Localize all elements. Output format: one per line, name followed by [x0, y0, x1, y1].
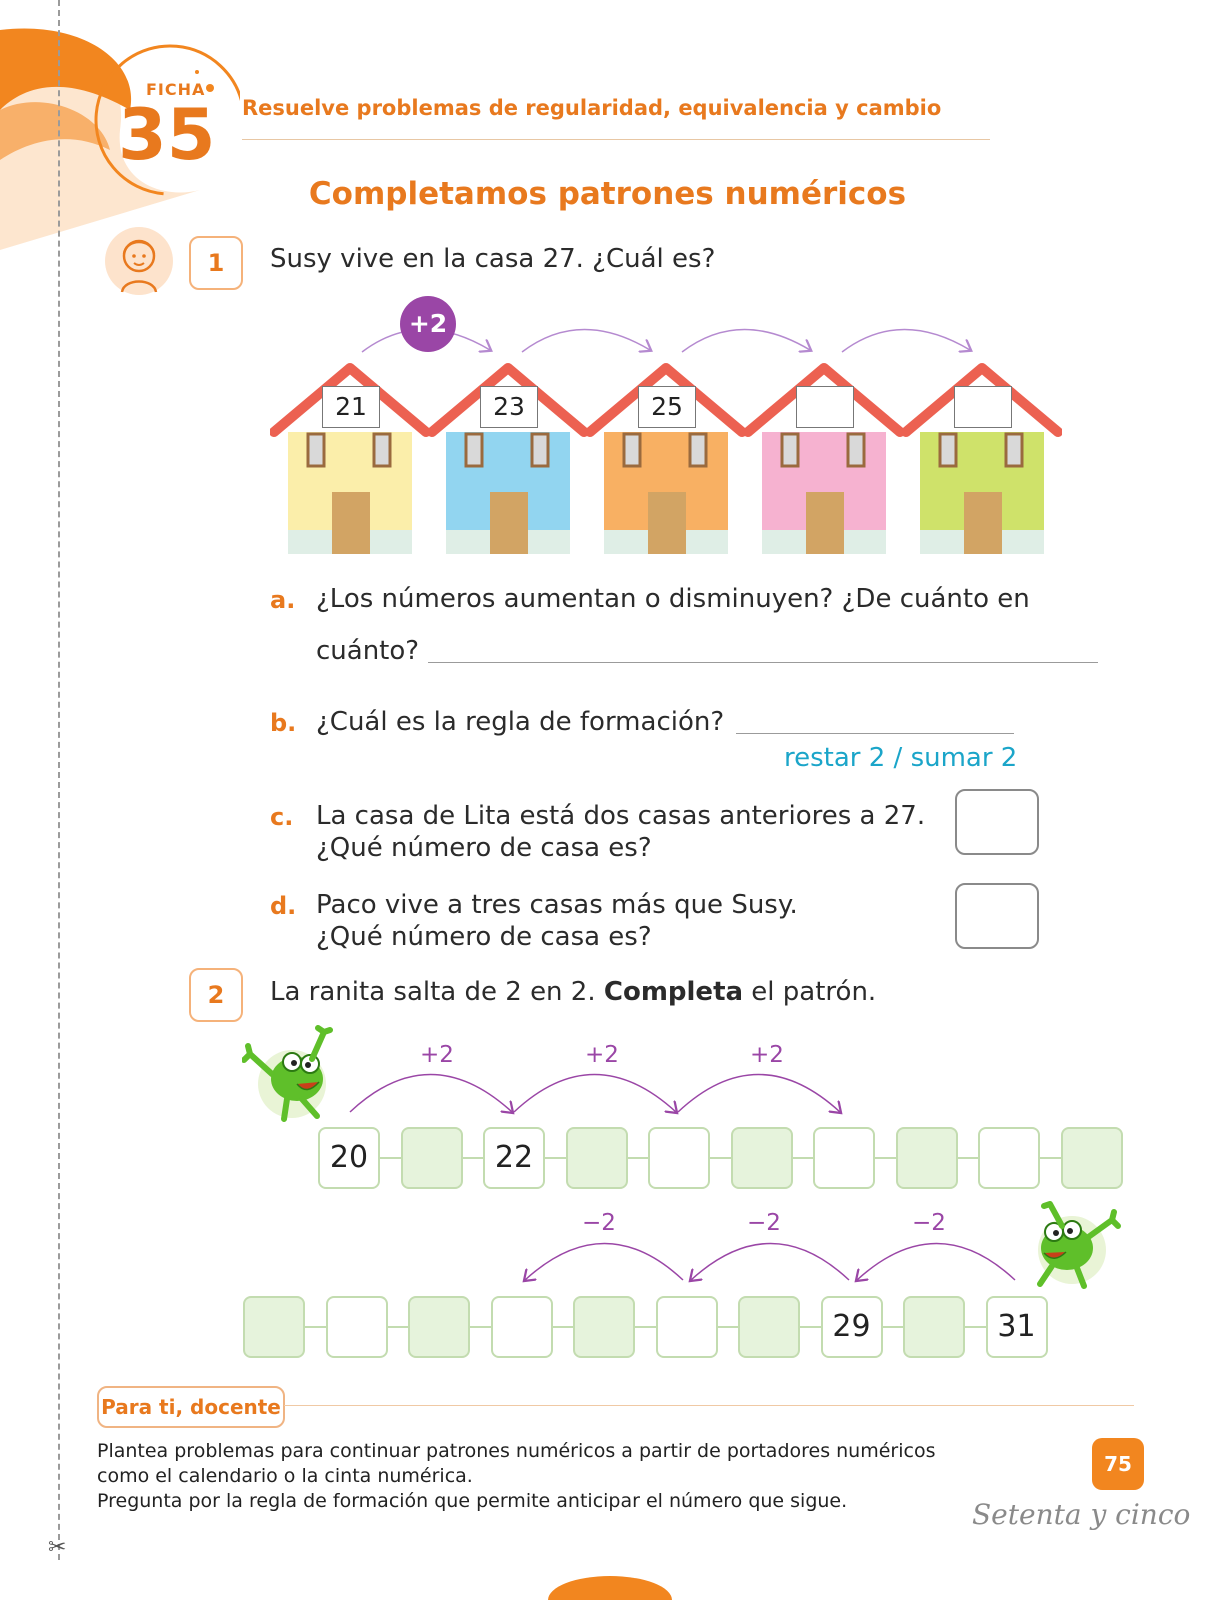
- sequence-link: [543, 1157, 566, 1159]
- forward-row-box-2[interactable]: [401, 1127, 463, 1189]
- page-number: 75: [1092, 1438, 1144, 1490]
- question-2-number: 2: [189, 968, 243, 1022]
- sequence-link: [963, 1326, 986, 1328]
- subq-d-line1: Paco vive a tres casas más que Susy.: [316, 890, 798, 920]
- cut-line: [58, 0, 60, 1560]
- subq-c-answer-box[interactable]: [955, 789, 1039, 855]
- step-badge: +2: [400, 296, 456, 352]
- page-title: Completamos patrones numéricos: [308, 176, 907, 212]
- frog-icon: [1022, 1198, 1122, 1294]
- backward-row-box-9[interactable]: [903, 1296, 965, 1358]
- sequence-link: [461, 1157, 484, 1159]
- forward-step-label-3: +2: [750, 1042, 784, 1068]
- subq-a-letter: a.: [270, 586, 296, 614]
- house-number-1: 21: [322, 386, 380, 428]
- backward-jump-arrows: [515, 1232, 1025, 1292]
- sequence-link: [303, 1326, 326, 1328]
- backward-step-label-2: −2: [747, 1210, 781, 1236]
- question-2-text: La ranita salta de 2 en 2. Completa el patrón.: [270, 977, 877, 1007]
- header-divider: [242, 139, 990, 140]
- subq-c-line1: La casa de Lita está dos casas anteriores a 27.: [316, 801, 926, 831]
- house-number-5[interactable]: [954, 386, 1012, 428]
- forward-row-box-7[interactable]: [813, 1127, 875, 1189]
- girl-icon: [104, 226, 174, 296]
- backward-row-box-6[interactable]: [656, 1296, 718, 1358]
- forward-row-box-5[interactable]: [648, 1127, 710, 1189]
- subq-c-line2: ¿Qué número de casa es?: [316, 833, 652, 863]
- sequence-link: [551, 1326, 574, 1328]
- forward-step-label-2: +2: [585, 1042, 619, 1068]
- question-1-text: Susy vive en la casa 27. ¿Cuál es?: [270, 244, 716, 274]
- sequence-link: [708, 1157, 731, 1159]
- subq-d-letter: d.: [270, 892, 297, 920]
- backward-step-label-1: −2: [582, 1210, 616, 1236]
- subq-b-text: ¿Cuál es la regla de formación?: [316, 707, 725, 737]
- sequence-link: [468, 1326, 491, 1328]
- subq-b-hint: restar 2 / sumar 2: [784, 743, 1018, 773]
- competency-title: Resuelve problemas de regularidad, equivalencia y cambio: [242, 96, 942, 120]
- docente-tag: Para ti, docente: [97, 1386, 285, 1428]
- question-1-number: 1: [189, 236, 243, 290]
- bottom-decoration: [545, 1540, 675, 1600]
- forward-step-label-1: +2: [420, 1042, 454, 1068]
- house-number-4[interactable]: [796, 386, 854, 428]
- sequence-link: [881, 1326, 904, 1328]
- docente-line-3: Pregunta por la regla de formación que permite anticipar el número que sigue.: [97, 1490, 848, 1512]
- subq-a-line1: ¿Los números aumentan o disminuyen? ¿De cuánto en: [316, 584, 1030, 614]
- scissors-icon: ✂: [48, 1535, 67, 1560]
- sequence-link: [956, 1157, 979, 1159]
- backward-row-box-1[interactable]: [243, 1296, 305, 1358]
- subq-b-letter: b.: [270, 709, 297, 737]
- sequence-link: [716, 1326, 739, 1328]
- subq-c-letter: c.: [270, 803, 294, 831]
- subq-d-line2: ¿Qué número de casa es?: [316, 922, 652, 952]
- subq-a-line2: cuánto?: [316, 636, 420, 666]
- sequence-link: [791, 1157, 814, 1159]
- backward-row-box-4[interactable]: [491, 1296, 553, 1358]
- house-number-3: 25: [638, 386, 696, 428]
- backward-row-box-3[interactable]: [408, 1296, 470, 1358]
- backward-row-box-10: 31: [986, 1296, 1048, 1358]
- subq-d-answer-box[interactable]: [955, 883, 1039, 949]
- forward-row-box-6[interactable]: [731, 1127, 793, 1189]
- sequence-link: [798, 1326, 821, 1328]
- forward-row-box-3: 22: [483, 1127, 545, 1189]
- sequence-link: [626, 1157, 649, 1159]
- ficha-label: FICHA: [146, 80, 206, 99]
- subq-b-answer-line[interactable]: [736, 733, 1014, 734]
- forward-row-box-1: 20: [318, 1127, 380, 1189]
- forward-row-box-9[interactable]: [978, 1127, 1040, 1189]
- sequence-link: [633, 1326, 656, 1328]
- sequence-link: [1038, 1157, 1061, 1159]
- subq-a-answer-line[interactable]: [428, 662, 1098, 663]
- backward-row-box-8: 29: [821, 1296, 883, 1358]
- sequence-link: [386, 1326, 409, 1328]
- forward-row-box-4[interactable]: [566, 1127, 628, 1189]
- page-number-words: Setenta y cinco: [972, 1498, 1191, 1531]
- sequence-link: [873, 1157, 896, 1159]
- backward-row-box-5[interactable]: [573, 1296, 635, 1358]
- ficha-number: 35: [118, 94, 216, 176]
- sequence-link: [378, 1157, 401, 1159]
- backward-row-box-2[interactable]: [326, 1296, 388, 1358]
- forward-jump-arrows: [340, 1062, 860, 1122]
- backward-row-box-7[interactable]: [738, 1296, 800, 1358]
- forward-row-box-8[interactable]: [896, 1127, 958, 1189]
- docente-line-2: como el calendario o la cinta numérica.: [97, 1465, 473, 1487]
- backward-step-label-3: −2: [912, 1210, 946, 1236]
- docente-line-1: Plantea problemas para continuar patrones numéricos a partir de portadores numéricos: [97, 1440, 936, 1462]
- house-number-2: 23: [480, 386, 538, 428]
- frog-icon: [242, 1024, 342, 1124]
- forward-row-box-10[interactable]: [1061, 1127, 1123, 1189]
- docente-divider: [284, 1405, 1134, 1406]
